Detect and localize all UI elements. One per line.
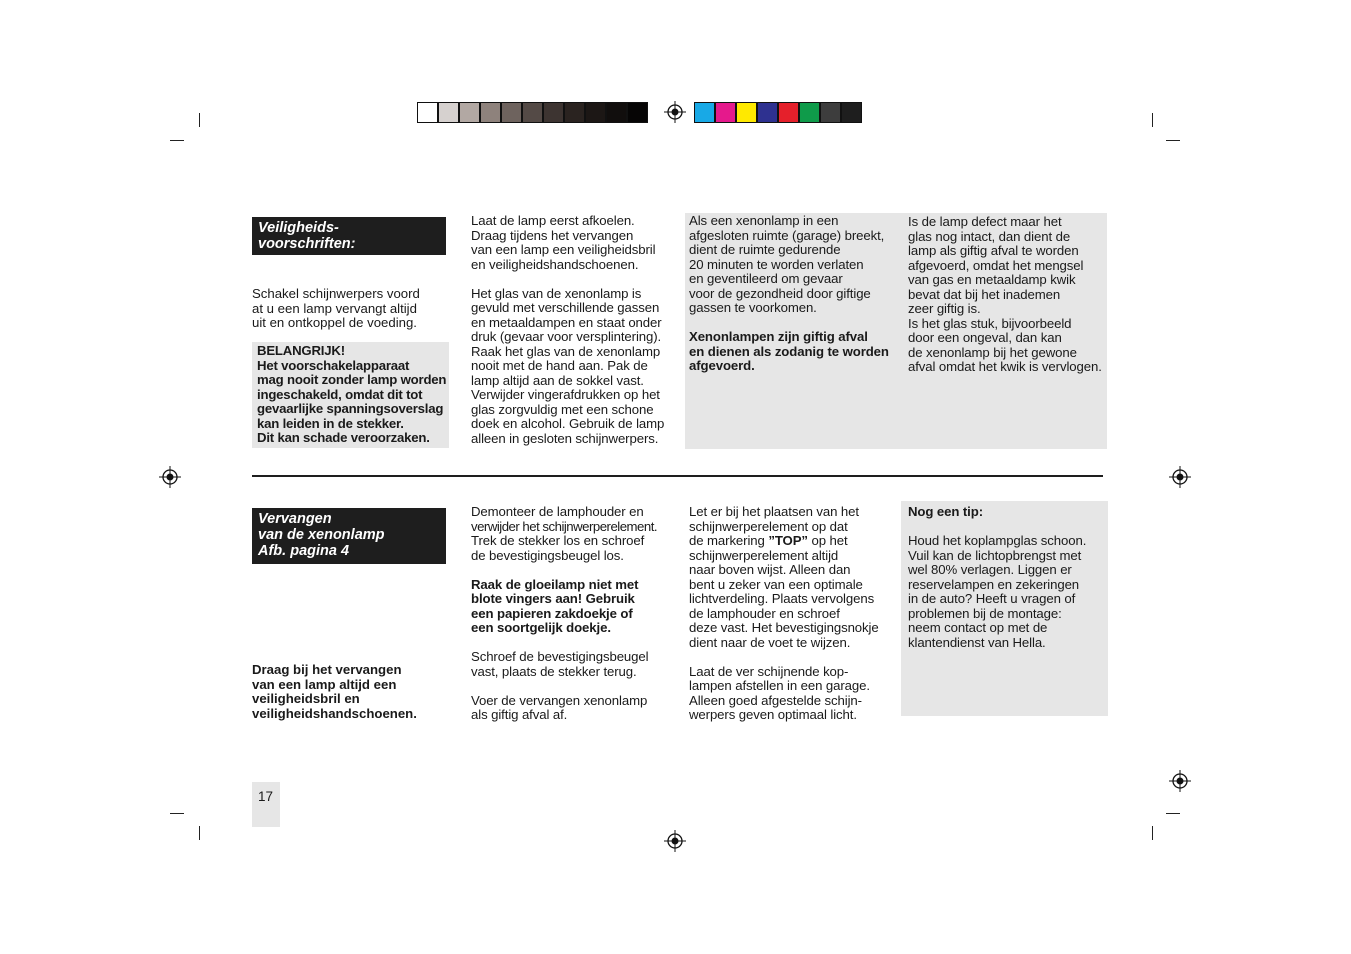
gray-patch [543,102,564,123]
page-number: 17 [252,782,280,827]
color-patch [841,102,862,123]
tip-box: Nog een tip: Houd het koplampglas schoon. Vuil kan de lichtopbrengst met wel 80% verlagen. Liggen er reservelampen en zekeringen in de auto? Heeft u vragen of problemen bij de montage: neem contact op met de klantendienst van Hella. [901,501,1108,716]
crop-mark [199,826,200,840]
gray-patch [627,102,648,123]
crop-mark [199,113,200,127]
color-patch [778,102,799,123]
gray-patch [417,102,438,123]
crop-mark [1152,113,1153,127]
gray-patch [522,102,543,123]
crop-mark [1152,826,1153,840]
safety-column-4: Is de lamp defect maar het glas nog intact, dan dient de lamp als giftig afval te worden afgevoerd, omdat het mengsel van gas en metaaldamp kwik bevat dat bij het inademen zeer giftig is. Is het glas stuk, bijvoorbeeld door een ongeval, dan kan de xenonlamp bij het gewone afval omdat het kwik is vervlogen. [908,214,1102,374]
safety-column-3: Als een xenonlamp in een afgesloten ruimte (garage) breekt, dient de ruimte gedurende 20 minuten te worden verlaten en geventileerd om gevaar voor de gezondheid door giftige gassen te voorkomen. Xenonlampen zijn giftig afval en dienen als zodanig te worden afgevoerd. [689,213,889,373]
section-divider [252,475,1103,477]
registration-mark-icon [664,101,686,123]
color-patch [694,102,715,123]
crop-mark [170,140,184,141]
registration-mark-icon [159,466,181,488]
color-patch [820,102,841,123]
gray-patch [606,102,627,123]
important-warning-box: BELANGRIJK! Het voorschakelapparaat mag nooit zonder lamp worden ingeschakeld, omdat dit tot gevaarlijke spanningsoverslag kan leiden in de stekker. Dit kan schade veroorzaken. [252,342,449,448]
replace-column-2: Demonteer de lamphouder en verwijder het schijnwerperelement. Trek de stekker los en schroef de bevestigingsbeugel los. Raak de gloeilamp niet met blote vingers aan! Gebruik een papieren zakdoekje of een soortgelijk doekje. Schroef de bevestigingsbeugel vast, plaats de stekker terug. Voer de vervangen xenonlamp als giftig afval af. [471,504,658,722]
replace-column-3: Let er bij het plaatsen van het schijnwerperelement op dat de markering ”TOP” op het schijnwerperelement altijd naar boven wijst. Alleen dan bent u zeker van een optimale lichtverdeling. Plaats vervolgens de lamphouder en schroef deze vast. Het bevestigingsnokje dient naar de voet te wijzen. Laat de ver schijnende kop- lampen afstellen in een garage. Alleen goed afgestelde schijn- werpers geven optimaal licht. [689,504,879,722]
crop-mark [1166,813,1180,814]
section-heading-replace-lamp: Vervangen van de xenonlamp Afb. pagina 4 [252,508,446,564]
color-patch [799,102,820,123]
registration-mark-icon [1169,466,1191,488]
gray-patch [438,102,459,123]
color-patch [715,102,736,123]
gray-patch [459,102,480,123]
section-heading-safety: Veiligheids- voorschriften: [252,217,446,255]
gray-patch [585,102,606,123]
replace-safety-note: Draag bij het vervangen van een lamp altijd een veiligheidsbril en veiligheidshandschoenen. [252,662,417,721]
tip-title: Nog een tip: [908,504,983,519]
gray-patch [501,102,522,123]
safety-intro-text: Schakel schijnwerpers voord at u een lamp vervangt altijd uit en ontkoppel de voeding. [252,286,420,330]
color-patch [757,102,778,123]
safety-column-2: Laat de lamp eerst afkoelen. Draag tijdens het vervangen van een lamp een veiligheidsbril en veiligheidshandschoenen. Het glas van de xenonlamp is gevuld met verschillende gassen en metaaldampen en staat onder druk (gevaar voor versplintering). Raak het glas van de xenonlamp nooit met de hand aan. Pak de lamp altijd aan de sokkel vast. Verwijder vingerafdrukken op het glas zorgvuldig met een schone doek en alcohol. Gebruik de lamp alleen in gesloten schijnwerpers. [471,213,665,446]
gray-patch [564,102,585,123]
registration-mark-icon [664,830,686,852]
registration-mark-icon [1169,770,1191,792]
color-scale-bar [694,102,862,124]
crop-mark [1166,140,1180,141]
color-patch [736,102,757,123]
gray-scale-bar [417,102,648,124]
gray-patch [480,102,501,123]
crop-mark [170,813,184,814]
